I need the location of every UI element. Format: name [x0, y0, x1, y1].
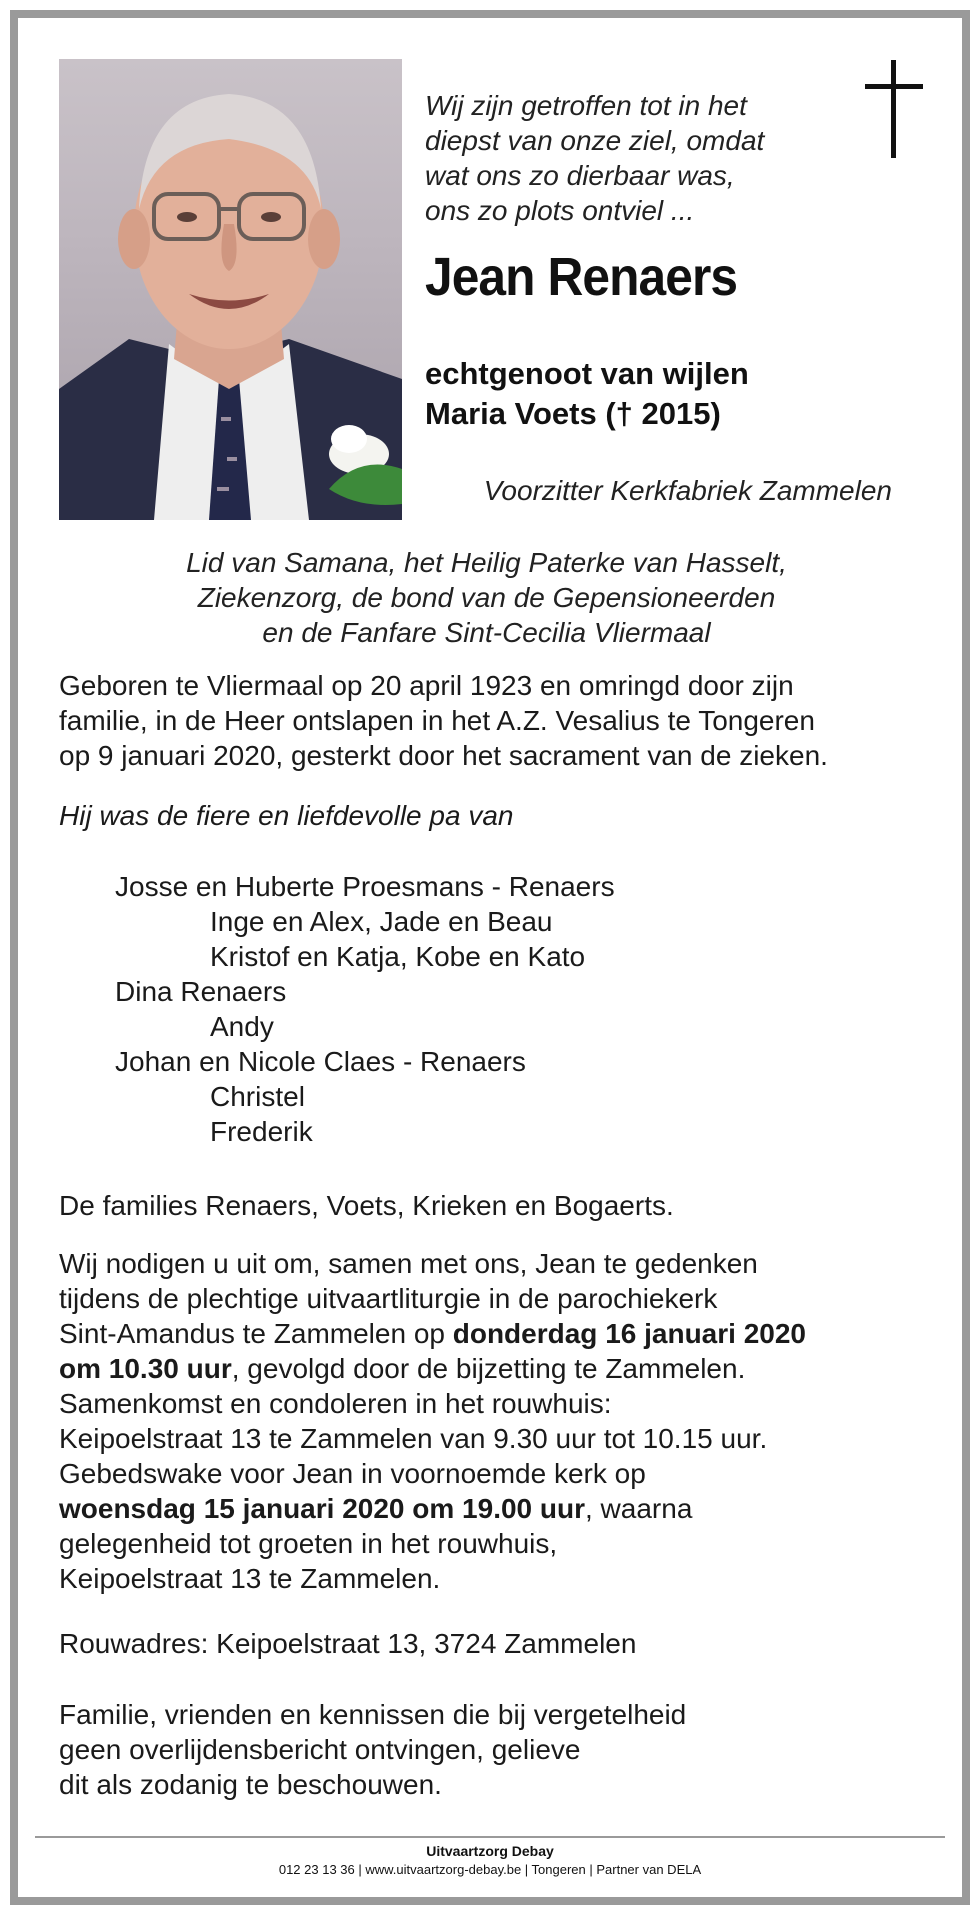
notice-paragraph: [59, 1697, 929, 1802]
family-member: Christel: [210, 1081, 305, 1112]
family-member: Inge en Alex, Jade en Beau: [210, 906, 553, 937]
invitation-line: Gebedswake voor Jean in voornoemde kerk op: [59, 1458, 646, 1489]
family-list: [115, 869, 615, 1149]
funeral-company: Uitvaartzorg Debay: [426, 1843, 554, 1859]
funeral-date: donderdag 16 januari 2020: [452, 1318, 806, 1349]
invitation-line: Keipoelstraat 13 te Zammelen.: [59, 1563, 441, 1594]
birth-line: Geboren te Vliermaal op 20 april 1923 en omringd door zijn: [59, 670, 794, 701]
mourning-address: Rouwadres: Keipoelstraat 13, 3724 Zammelen: [59, 1628, 637, 1659]
notice-line: Familie, vrienden en kennissen die bij vergetelheid: [59, 1699, 687, 1730]
notice-line: dit als zodanig te beschouwen.: [59, 1769, 442, 1800]
quote-line: Wij zijn getroffen tot in het: [425, 90, 747, 121]
family-member: Frederik: [210, 1116, 313, 1147]
footer-divider: [35, 1836, 945, 1838]
birth-paragraph: [59, 668, 929, 773]
membership-text: [59, 545, 914, 650]
quote-line: ons zo plots ontviel ...: [425, 195, 695, 226]
membership-line: en de Fanfare Sint-Cecilia Vliermaal: [262, 617, 711, 648]
membership-line: Lid van Samana, het Heilig Paterke van Hasselt,: [186, 547, 787, 578]
opening-quote: [425, 88, 845, 228]
spouse-line: Maria Voets († 2015): [425, 396, 721, 431]
company-contact: 012 23 13 36 | www.uitvaartzorg-debay.be | Tongeren | Partner van DELA: [278, 1862, 702, 1877]
deceased-name: Jean Renaers: [425, 247, 738, 307]
families-line: De families Renaers, Voets, Krieken en Bogaerts.: [59, 1190, 674, 1221]
notice-line: geen overlijdensbericht ontvingen, gelieve: [59, 1734, 581, 1765]
role-title: Voorzitter Kerkfabriek Zammelen: [483, 475, 892, 506]
spouse-line: echtgenoot van wijlen: [425, 356, 749, 391]
cross-icon: [865, 60, 923, 160]
invitation-line: [59, 1316, 929, 1351]
invitation-paragraph: [59, 1246, 929, 1596]
birth-line: op 9 januari 2020, gesterkt door het sacrament van de zieken.: [59, 740, 828, 771]
invitation-text: , gevolgd door de bijzetting te Zammelen.: [231, 1353, 746, 1384]
invitation-text: , waarna: [585, 1493, 693, 1524]
membership-line: Ziekenzorg, de bond van de Gepensioneerden: [197, 582, 776, 613]
spouse-info: [425, 354, 749, 434]
family-member: Dina Renaers: [115, 976, 287, 1007]
family-member: Andy: [210, 1011, 274, 1042]
invitation-line: gelegenheid tot groeten in het rouwhuis,: [59, 1528, 558, 1559]
quote-line: diepst van onze ziel, omdat: [425, 125, 765, 156]
family-member: Kristof en Katja, Kobe en Kato: [210, 941, 586, 972]
family-member: Johan en Nicole Claes - Renaers: [115, 1046, 526, 1077]
birth-line: familie, in de Heer ontslapen in het A.Z. Vesalius te Tongeren: [59, 705, 815, 736]
invitation-line: Samenkomst en condoleren in het rouwhuis:: [59, 1388, 612, 1419]
invitation-line: Wij nodigen u uit om, samen met ons, Jean te gedenken: [59, 1248, 758, 1279]
vigil-datetime: woensdag 15 januari 2020 om 19.00 uur: [59, 1493, 585, 1524]
invitation-line: tijdens de plechtige uitvaartliturgie in de parochiekerk: [59, 1283, 718, 1314]
invitation-line: [59, 1351, 929, 1386]
invitation-line: [59, 1491, 929, 1526]
family-intro: Hij was de fiere en liefdevolle pa van: [59, 800, 514, 831]
family-member: Josse en Huberte Proesmans - Renaers: [115, 871, 615, 902]
quote-line: wat ons zo dierbaar was,: [425, 160, 735, 191]
invitation-text: Sint-Amandus te Zammelen op: [59, 1318, 453, 1349]
funeral-time: om 10.30 uur: [59, 1353, 232, 1384]
portrait-photo: [59, 59, 402, 520]
invitation-line: Keipoelstraat 13 te Zammelen van 9.30 uur tot 10.15 uur.: [59, 1423, 768, 1454]
